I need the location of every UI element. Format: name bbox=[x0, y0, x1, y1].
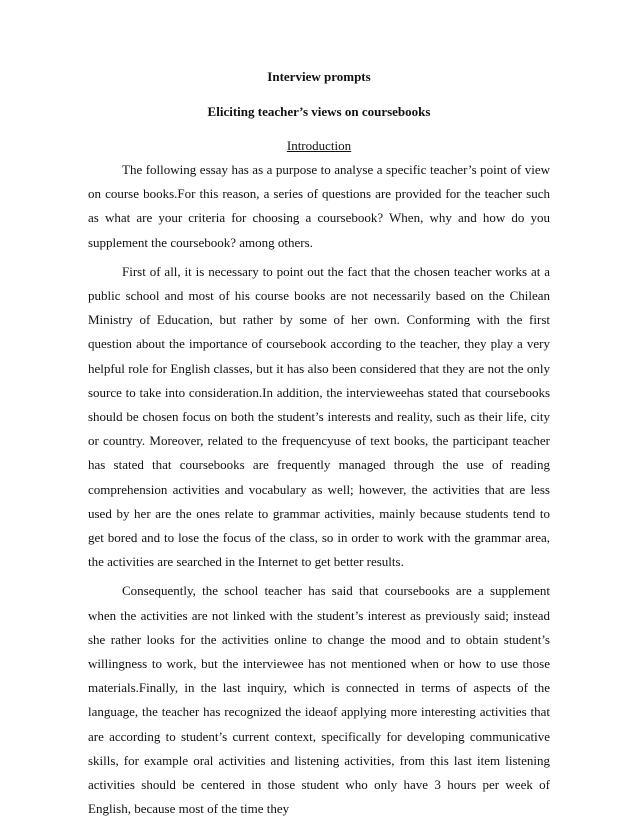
document-title: Interview prompts bbox=[267, 69, 371, 84]
document-body bbox=[88, 158, 550, 826]
paragraph-intro: The following essay has as a purpose to analyse a specific teacher’s point of view on course books.For this reason, a series of questions are provided for the teacher such as what are your criteria for choosing a coursebook? When, why and how do you supplement the coursebook? among others. bbox=[88, 162, 550, 250]
document-subtitle: Eliciting teacher’s views on coursebooks bbox=[207, 104, 431, 119]
paragraph-first-of-all: First of all, it is necessary to point out the fact that the chosen teacher works at a public school and most of his course books are not necessarily based on the Chilean Ministry of Education, but rather by some of her own. Conforming with the first question about the importance of coursebook according to the teacher, they play a very helpful role for English classes, but it has also been considered that they are not the only source to take into consideration.In addition, the intervieweehas stated that coursebooks should be chosen focus on both the student’s interests and reality, such as their life, city or country. Moreover, related to the frequencyuse of text books, the participant teacher has stated that coursebooks are frequently managed through the use of reading comprehension activities and vocabulary as well; however, the activities that are less used by her are the ones relate to grammar activities, mainly because students tend to get bored and to lose the focus of the class, so in order to work with the grammar area, the activities are searched in the Internet to get better results. bbox=[88, 263, 550, 570]
section-heading: Introduction bbox=[286, 138, 352, 153]
paragraph-consequently: Consequently, the school teacher has said that coursebooks are a supplement when the activities are not linked with the student’s interest as previously said; instead she rather looks for the activities online to change the mood and to obtain student’s willingness to work, but the interviewee has not mentioned when or how to use those materials.Finally, in the last inquiry, which is connected in terms of aspects of the language, the teacher has recognized the ideaof applying more interesting activities that are according to student’s current context, specifically for developing communicative skills, for example oral activities and listening activities, from this last item listening activities should be centered in those student who only have 3 hours per week of English, because most of the time they bbox=[88, 583, 550, 817]
